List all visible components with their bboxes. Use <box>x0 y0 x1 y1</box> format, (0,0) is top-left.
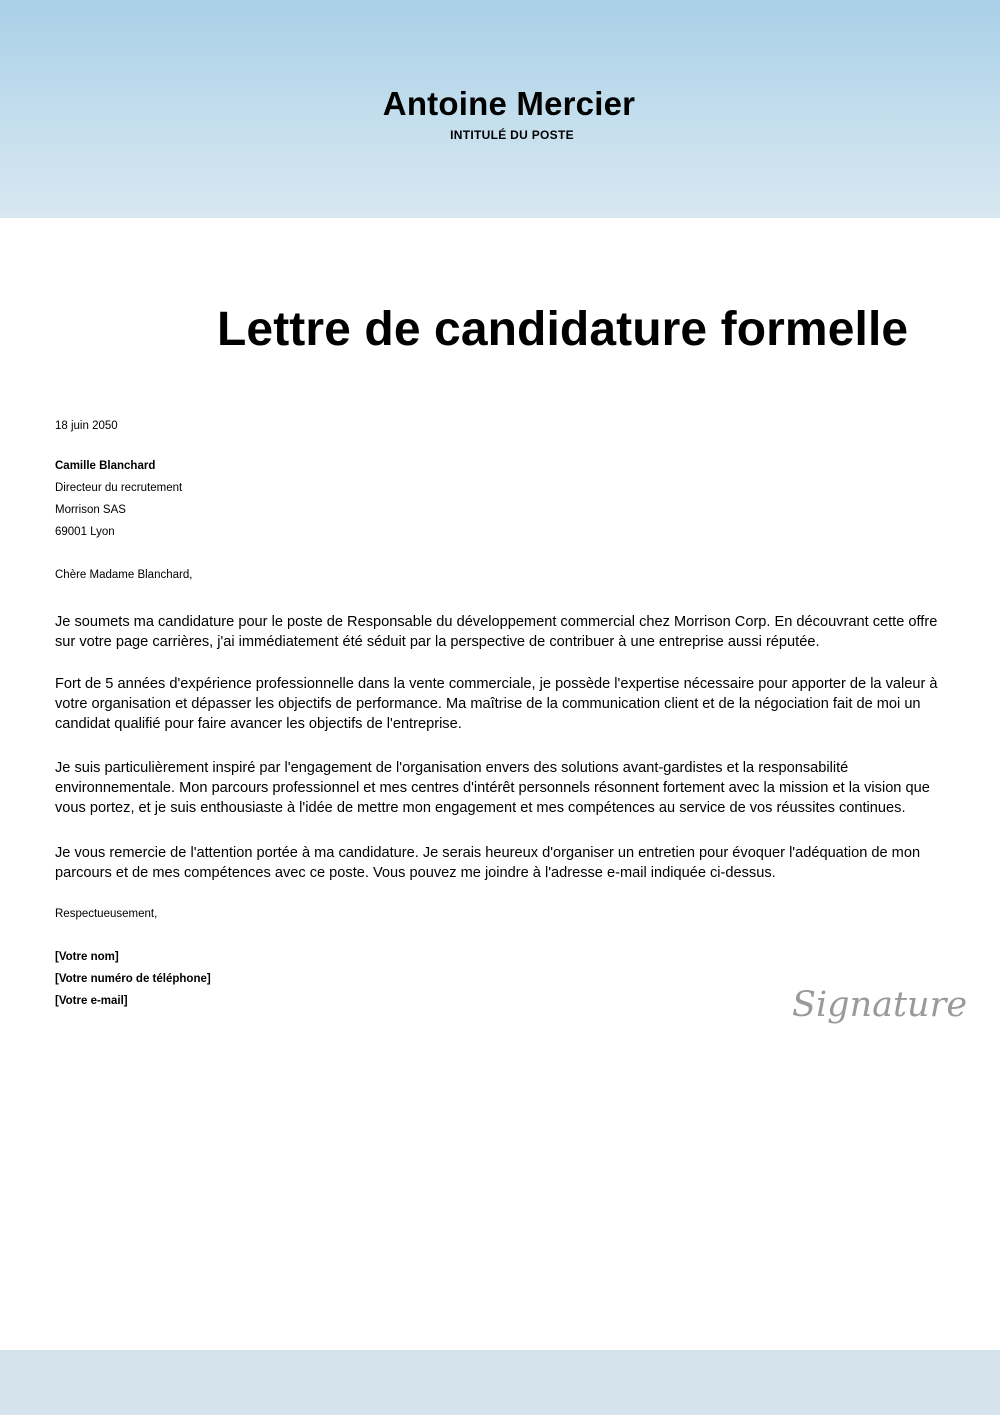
sender-name-placeholder: [Votre nom] <box>55 951 119 963</box>
job-title-subheading: INTITULÉ DU POSTE <box>450 128 574 142</box>
letter-closing: Respectueusement, <box>55 908 158 920</box>
recipient-name: Camille Blanchard <box>55 460 156 472</box>
recipient-city: 69001 Lyon <box>55 526 115 538</box>
letter-greeting: Chère Madame Blanchard, <box>55 569 193 581</box>
recipient-role: Directeur du recrutement <box>55 482 183 494</box>
sender-email-placeholder: [Votre e-mail] <box>55 995 128 1007</box>
signature: Signature <box>792 985 968 1025</box>
footer-band <box>0 1350 1000 1415</box>
recipient-company: Morrison SAS <box>55 504 126 516</box>
document-title: Lettre de candidature formelle <box>217 303 909 356</box>
sender-phone-placeholder: [Votre numéro de téléphone] <box>55 973 211 985</box>
letter-paragraph: Je soumets ma candidature pour le poste de Responsable du développement commercial chez Morrison Corp. En découvrant cette offre sur votre page carrières, j'ai immédiatement été séduit par la perspective de contribuer à une entreprise aussi réputée. <box>55 614 938 650</box>
sender-name-heading: Antoine Mercier <box>382 85 636 122</box>
letter-paragraph: Fort de 5 années d'expérience professionnelle dans la vente commerciale, je possède l'expertise nécessaire pour apporter de la valeur à votre organisation et dépasser les objectifs de performance. Ma maîtrise de la communication client et de la négociation fait de moi un candidat qualifié pour faire avancer les objectifs de l'entreprise. <box>55 676 938 732</box>
letter-paragraph: Je vous remercie de l'attention portée à ma candidature. Je serais heureux d'organiser un entretien pour évoquer l'adéquation de mon parcours et de mes compétences avec ce poste. Vous pouvez me joindre à l'adresse e-mail indiquée ci-dessus. <box>55 845 921 881</box>
letter-paragraph: Je suis particulièrement inspiré par l'engagement de l'organisation envers des solutions avant-gardistes et la responsabilité environnementale. Mon parcours professionnel et mes centres d'intérêt personnels résonnent fortement avec la mission et la vision que vous portez, et je suis enthousiaste à l'idée de mettre mon engagement et mes compétences au service de vos réussites continues. <box>55 760 930 816</box>
letter-date: 18 juin 2050 <box>55 420 118 432</box>
